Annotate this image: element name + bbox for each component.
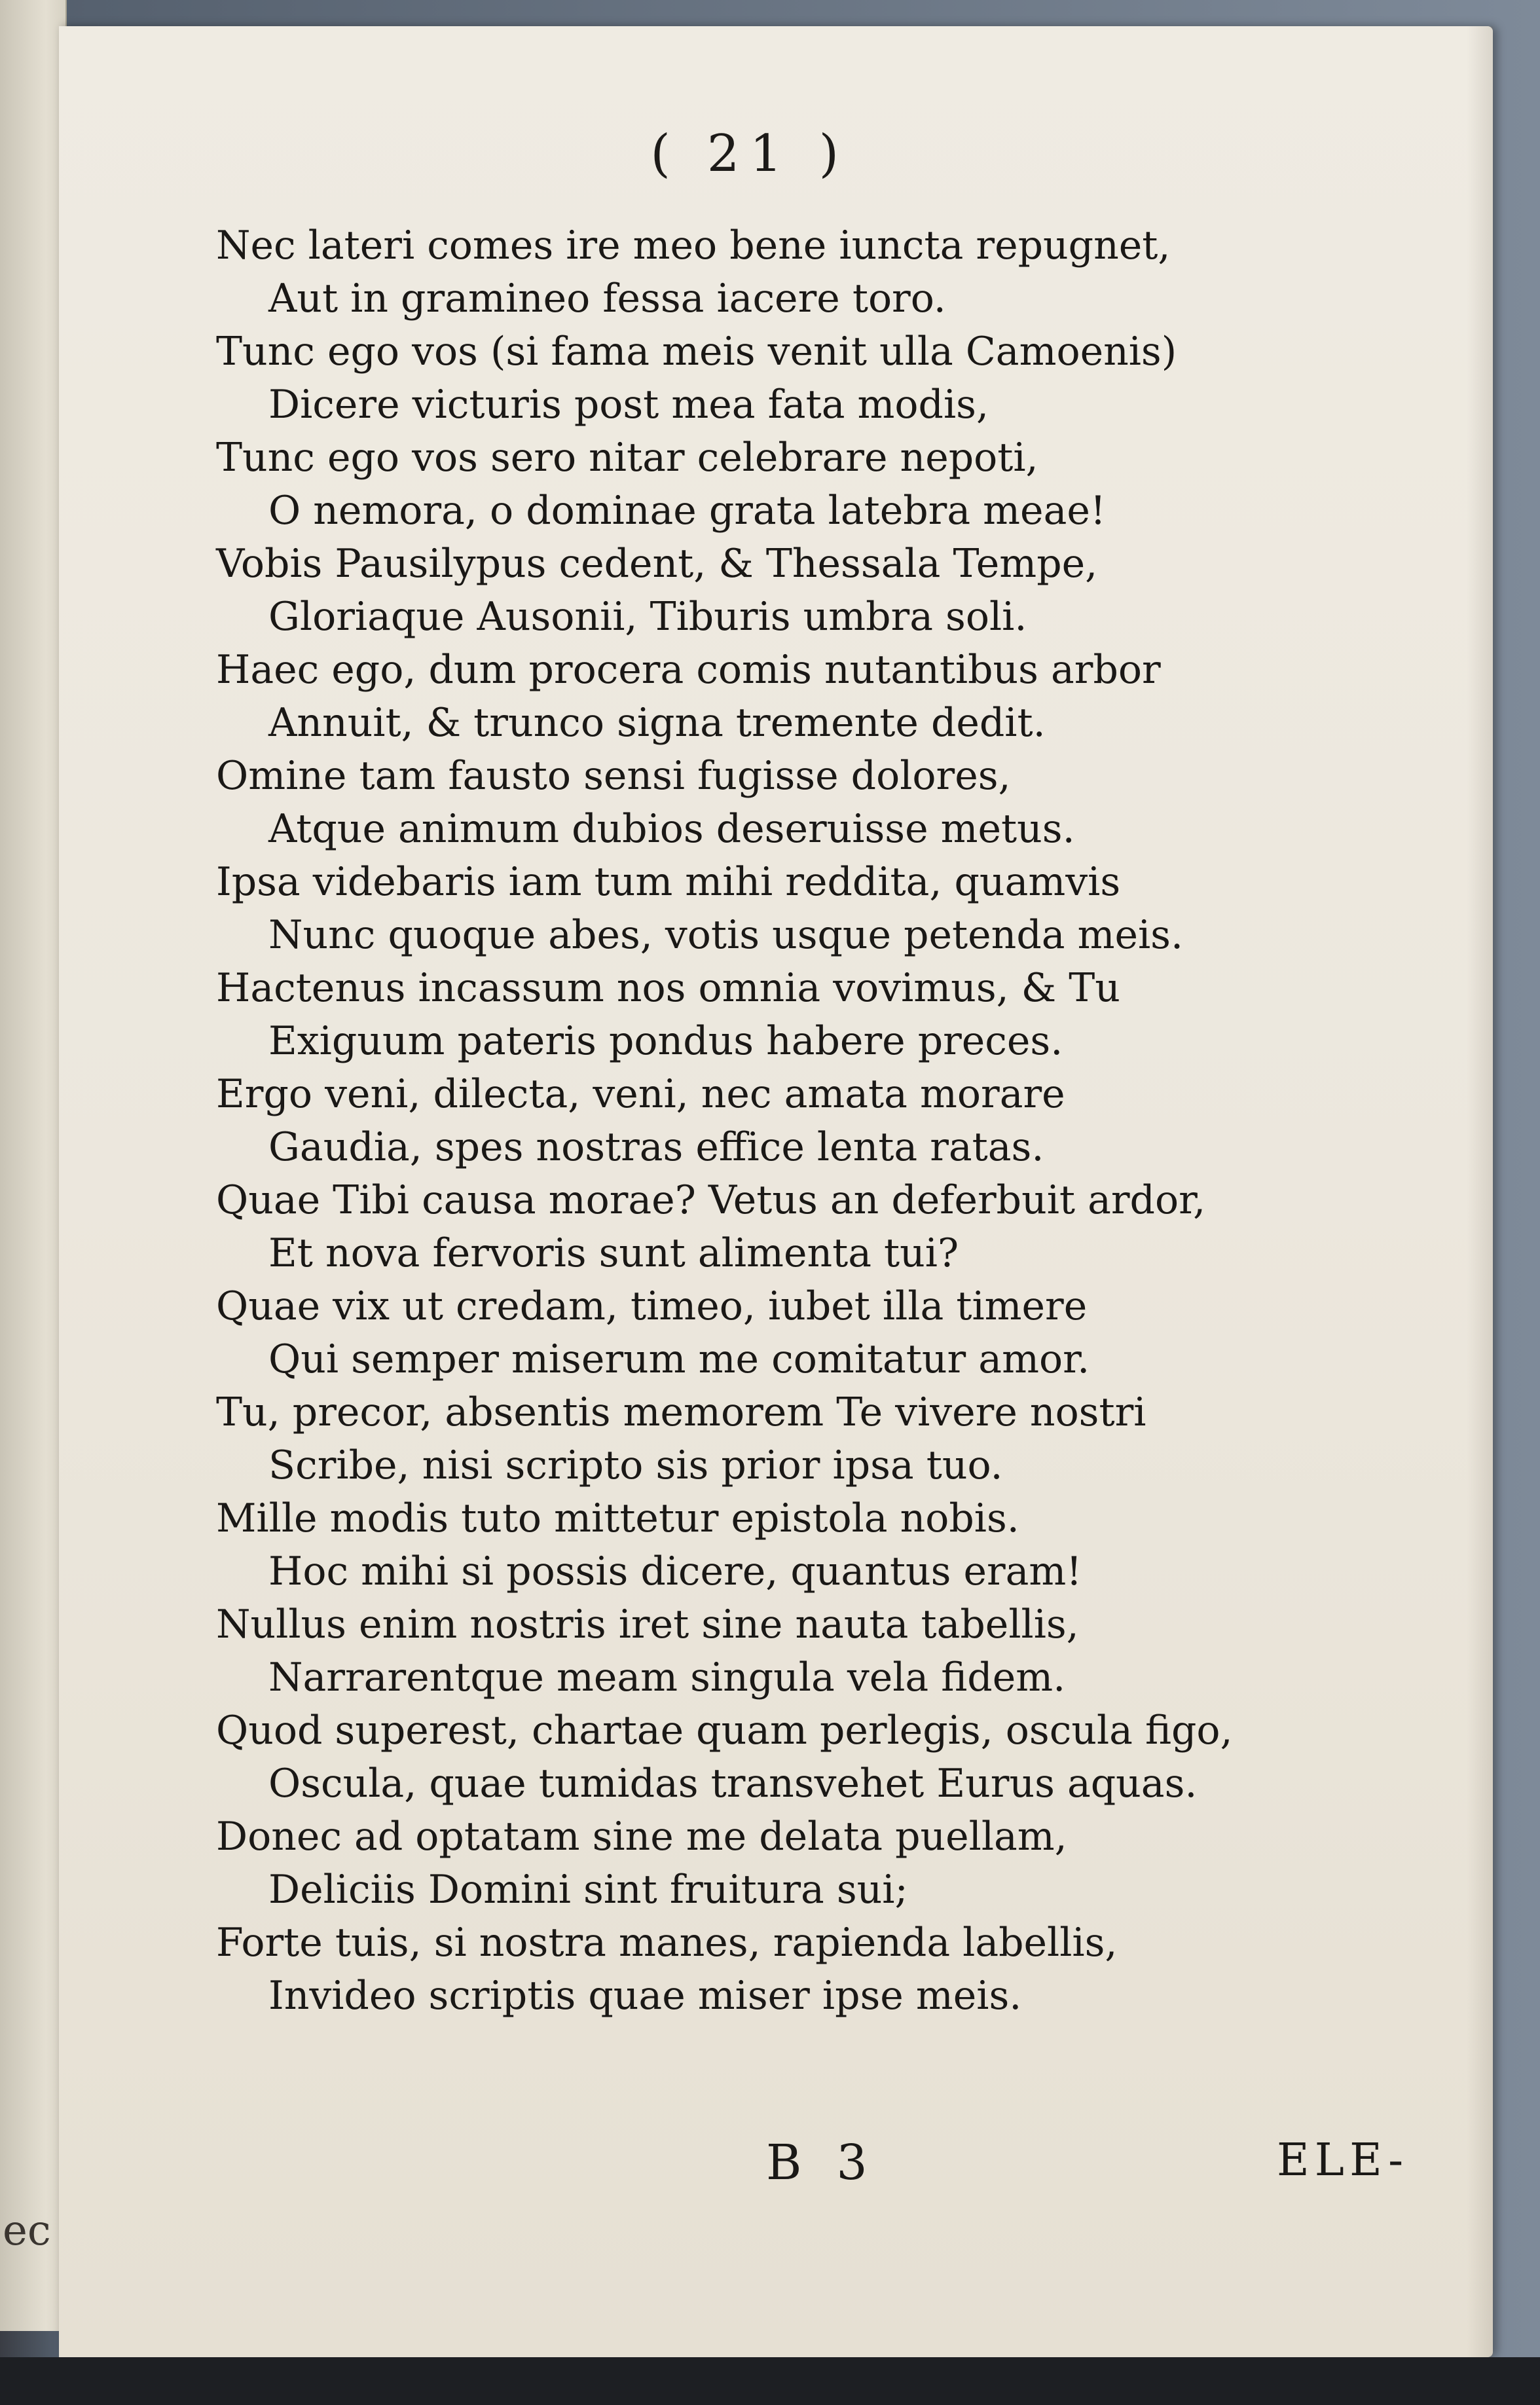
verse-line: Oscula, quae tumidas transvehet Eurus aquas. [268,1761,1198,1807]
verse-line: Deliciis Domini sint fruitura sui; [268,1867,908,1913]
signature-mark: B 3 [766,2135,877,2191]
verse-line: Annuit, & trunco signa tremente dedit. [268,700,1046,746]
verse-line: Nunc quoque abes, votis usque petenda meis. [268,912,1184,958]
verse-line: Scribe, nisi scripto sis prior ipsa tuo. [268,1442,1003,1488]
verse-line: Tunc ego vos (si fama meis venit ulla Camoenis) [216,329,1177,375]
verse-line: Ergo veni, dilecta, veni, nec amata morare [216,1071,1065,1117]
verse-line: Dicere victuris post mea fata modis, [268,382,989,428]
verse-line: Haec ego, dum procera comis nutantibus arbor [216,647,1161,693]
verse-line: Nullus enim nostris iret sine nauta tabellis, [216,1602,1079,1647]
verse-line: Invideo scriptis quae miser ipse meis. [268,1973,1022,2019]
verse-line: Hactenus incassum nos omnia vovimus, & Tu [216,965,1120,1011]
poem-text [216,219,1447,2023]
verse-line: Mille modis tuto mittetur epistola nobis. [216,1496,1019,1541]
verse-line: Quae Tibi causa morae? Vetus an deferbuit ardor, [216,1177,1206,1223]
verse-line: Quae vix ut credam, timeo, iubet illa timere [216,1283,1088,1329]
verse-line: Donec ad optatam sine me delata puellam, [216,1814,1067,1860]
verse-line: Hoc mihi si possis dicere, quantus eram! [268,1549,1082,1594]
previous-page-fragment: ec [3,2207,51,2255]
verse-line: Narrarentque meam singula vela fidem. [268,1655,1066,1700]
table-edge [0,2357,1540,2405]
previous-page-edge [0,0,67,2331]
page-number: ( 21 ) [650,124,849,183]
verse-line: Gloriaque Ausonii, Tiburis umbra soli. [268,594,1027,640]
verse-line: Nec lateri comes ire meo bene iuncta repugnet, [216,223,1171,268]
verse-line: Gaudia, spes nostras effice lenta ratas. [268,1124,1044,1170]
verse-line: Tunc ego vos sero nitar celebrare nepoti, [216,435,1038,481]
verse-line: Qui semper miserum me comitatur amor. [268,1336,1090,1382]
verse-line: O nemora, o dominae grata latebra meae! [268,488,1106,534]
verse-line: Et nova fervoris sunt alimenta tui? [268,1230,959,1276]
book-page [59,26,1493,2357]
verse-line: Omine tam fausto sensi fugisse dolores, [216,753,1011,799]
verse-line: Aut in gramineo fessa iacere toro. [268,276,946,321]
catchword: ELE- [1277,2135,1409,2186]
verse-line: Tu, precor, absentis memorem Te vivere nostri [216,1389,1146,1435]
verse-line: Vobis Pausilypus cedent, & Thessala Tempe, [216,541,1098,587]
verse-line: Forte tuis, si nostra manes, rapienda labellis, [216,1920,1118,1966]
verse-line: Quod superest, chartae quam perlegis, oscula figo, [216,1708,1233,1753]
verse-line: Atque animum dubios deseruisse metus. [268,806,1075,852]
verse-line: Ipsa videbaris iam tum mihi reddita, quamvis [216,859,1121,905]
verse-line: Exiguum pateris pondus habere preces. [268,1018,1063,1064]
